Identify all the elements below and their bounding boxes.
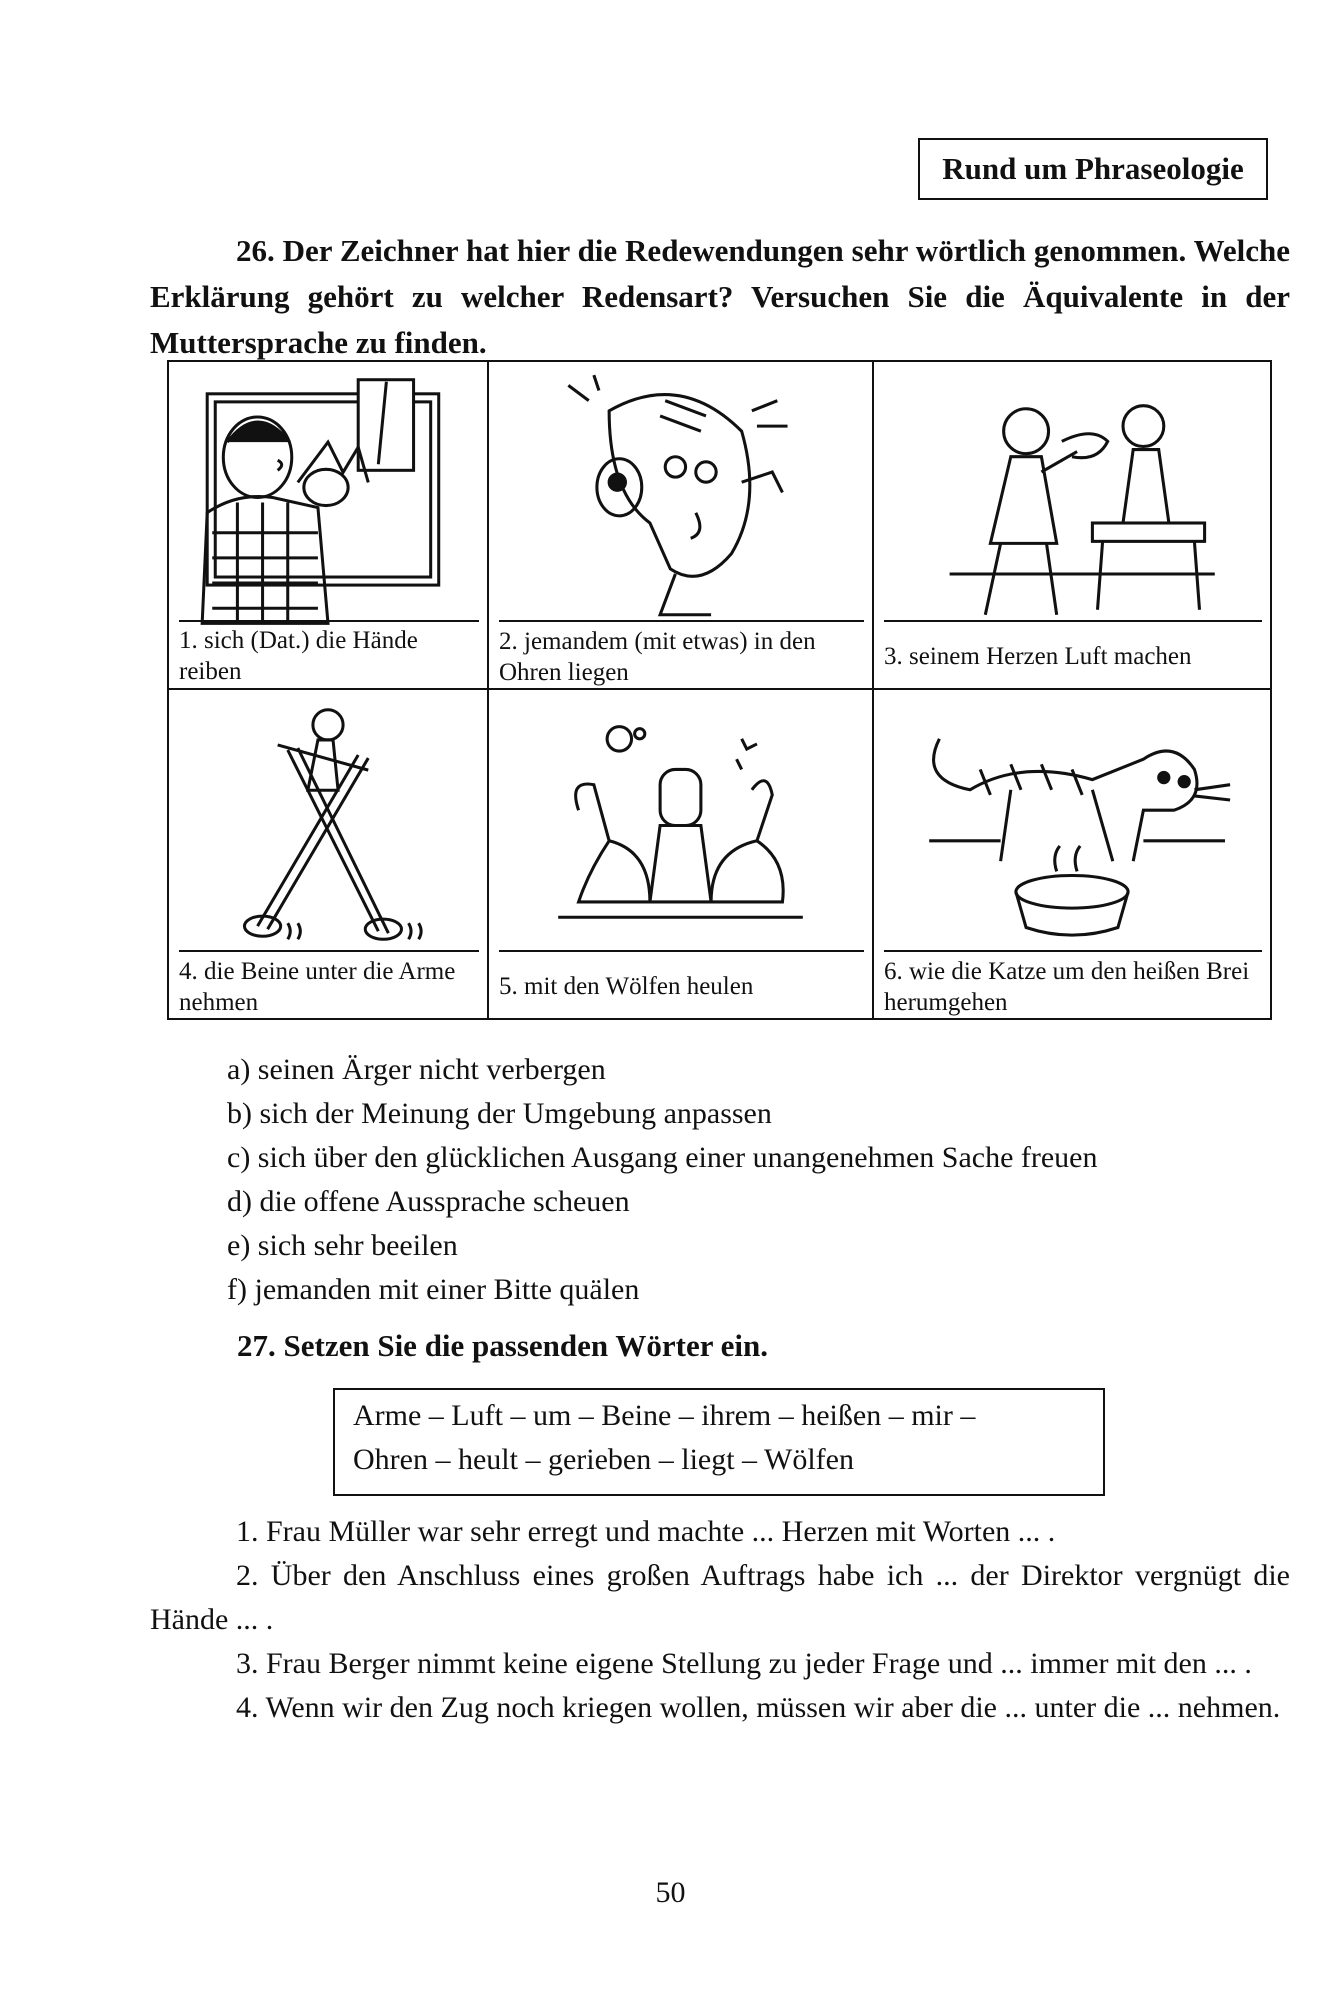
caption-2: 2. jemandem (mit etwas) in den Ohren liegen — [499, 620, 864, 688]
sentence-4: 4. Wenn wir den Zug noch kriegen wollen, müssen wir aber die ... unter die ... nehmen. — [236, 1691, 1281, 1724]
panel-5 — [489, 690, 874, 1018]
word-box-line-2: Ohren – heult – gerieben – liegt – Wölfen — [353, 1443, 854, 1476]
sentence-2: 2. Über den Anschluss eines großen Auftrags habe ich ... der Direktor vergnügt die Hände ... . — [150, 1559, 1290, 1636]
explanation-f: f) jemanden mit einer Bitte quälen — [227, 1273, 640, 1306]
explanation-e: e) sich sehr beeilen — [227, 1229, 458, 1262]
caption-4: 4. die Beine unter die Arme nehmen — [179, 950, 479, 1018]
panel-1 — [169, 362, 489, 690]
panel-2 — [489, 362, 874, 690]
person-in-ear-illustration — [497, 370, 864, 625]
explanation-list — [227, 1048, 1098, 1312]
caption-5: 5. mit den Wölfen heulen — [499, 950, 864, 1018]
panel-4 — [169, 690, 489, 1018]
sentence-3: 3. Frau Berger nimmt keine eigene Stellung zu jeder Frage und ... immer mit den ... . — [236, 1647, 1252, 1680]
explanation-d: d) die offene Aussprache scheuen — [227, 1185, 630, 1218]
sentence-1: 1. Frau Müller war sehr erregt und machte ... Herzen mit Worten ... . — [236, 1515, 1056, 1548]
explanation-c: c) sich über den glücklichen Ausgang einer unangenehmen Sache freuen — [227, 1141, 1098, 1174]
man-on-stilts-illustration — [177, 698, 479, 953]
section-title-box — [918, 138, 1268, 200]
task-27-heading: 27. Setzen Sie die passenden Wörter ein. — [237, 1328, 769, 1363]
sentence-list — [150, 1510, 1290, 1730]
panel-3 — [874, 362, 1270, 690]
illustration-grid — [167, 360, 1272, 1020]
task-26-heading: 26. Der Zeichner hat hier die Redewendungen sehr wörtlich genommen. Welche Erklärung gehört zu welcher Redensart? Versuchen Sie die Äquivalente in der Muttersprache zu finden. — [150, 233, 1290, 360]
caption-1: 1. sich (Dat.) die Hände reiben — [179, 620, 479, 688]
caption-6: 6. wie die Katze um den heißen Brei herumgehen — [884, 950, 1262, 1018]
panel-6 — [874, 690, 1270, 1018]
section-title: Rund um Phraseologie — [942, 151, 1244, 186]
caption-3: 3. seinem Herzen Luft machen — [884, 620, 1262, 688]
explanation-a: a) seinen Ärger nicht verbergen — [227, 1053, 606, 1086]
word-box-line-1: Arme – Luft – um – Beine – ihrem – heißen – mir – — [353, 1399, 976, 1432]
explanation-b: b) sich der Meinung der Umgebung anpassen — [227, 1097, 772, 1130]
angry-man-venting-illustration — [882, 370, 1262, 625]
howling-wolves-illustration — [497, 698, 864, 953]
page-number: 50 — [655, 1876, 686, 1909]
word-box — [333, 1388, 1105, 1496]
cat-around-bowl-illustration — [882, 698, 1262, 953]
man-rubbing-hands-illustration — [177, 370, 479, 625]
